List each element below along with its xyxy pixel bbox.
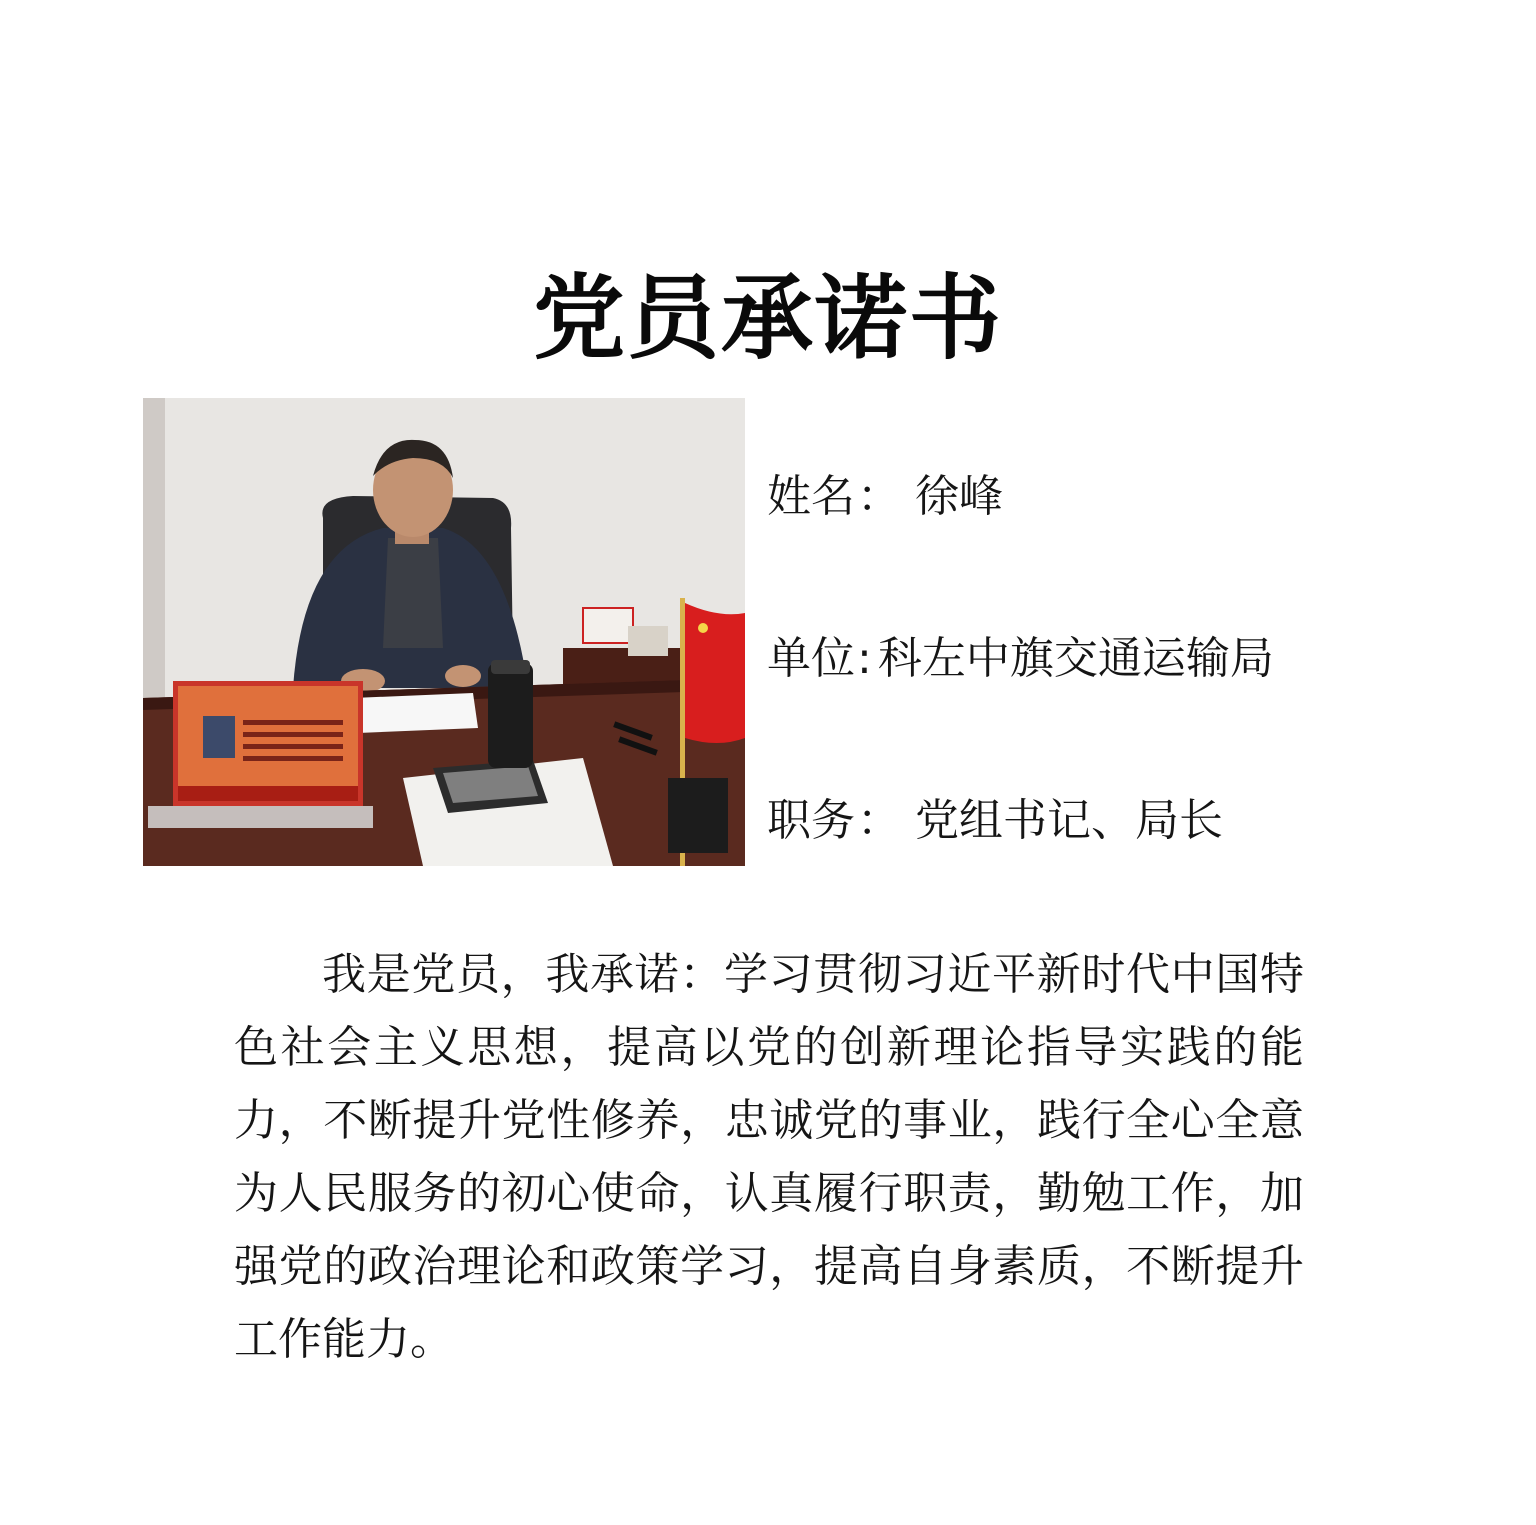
- post-separator: ：: [857, 795, 901, 846]
- pledge-paragraph: 我是党员，我承诺：学习贯彻习近平新时代中国特色社会主义思想，提高以党的创新理论指导实践的能力，不断提升党性修养，忠诚党的事业，践行全心全意为人民服务的初心使命，认真履行职责，勤勉工作，加强党的政治理论和政策学习，提高自身素质，不断提升工作能力。: [234, 949, 1304, 1365]
- name-separator: ：: [857, 471, 901, 522]
- name-value: 徐峰: [915, 471, 1003, 522]
- unit-value: 科左中旗交通运输局: [877, 633, 1274, 684]
- office-photo-illustration: [143, 398, 745, 866]
- post-label: 职务: [767, 795, 855, 846]
- post-value: 党组书记、局长: [915, 795, 1223, 846]
- info-name-line: [767, 460, 1003, 524]
- info-post-line: [767, 784, 1223, 848]
- info-unit-line: [767, 622, 1274, 686]
- page-title: 党员承诺书: [532, 265, 1003, 372]
- member-photo: [143, 398, 745, 866]
- name-label: 姓名: [767, 471, 855, 522]
- unit-label: 单位: [767, 633, 855, 684]
- unit-separator: :: [857, 633, 872, 684]
